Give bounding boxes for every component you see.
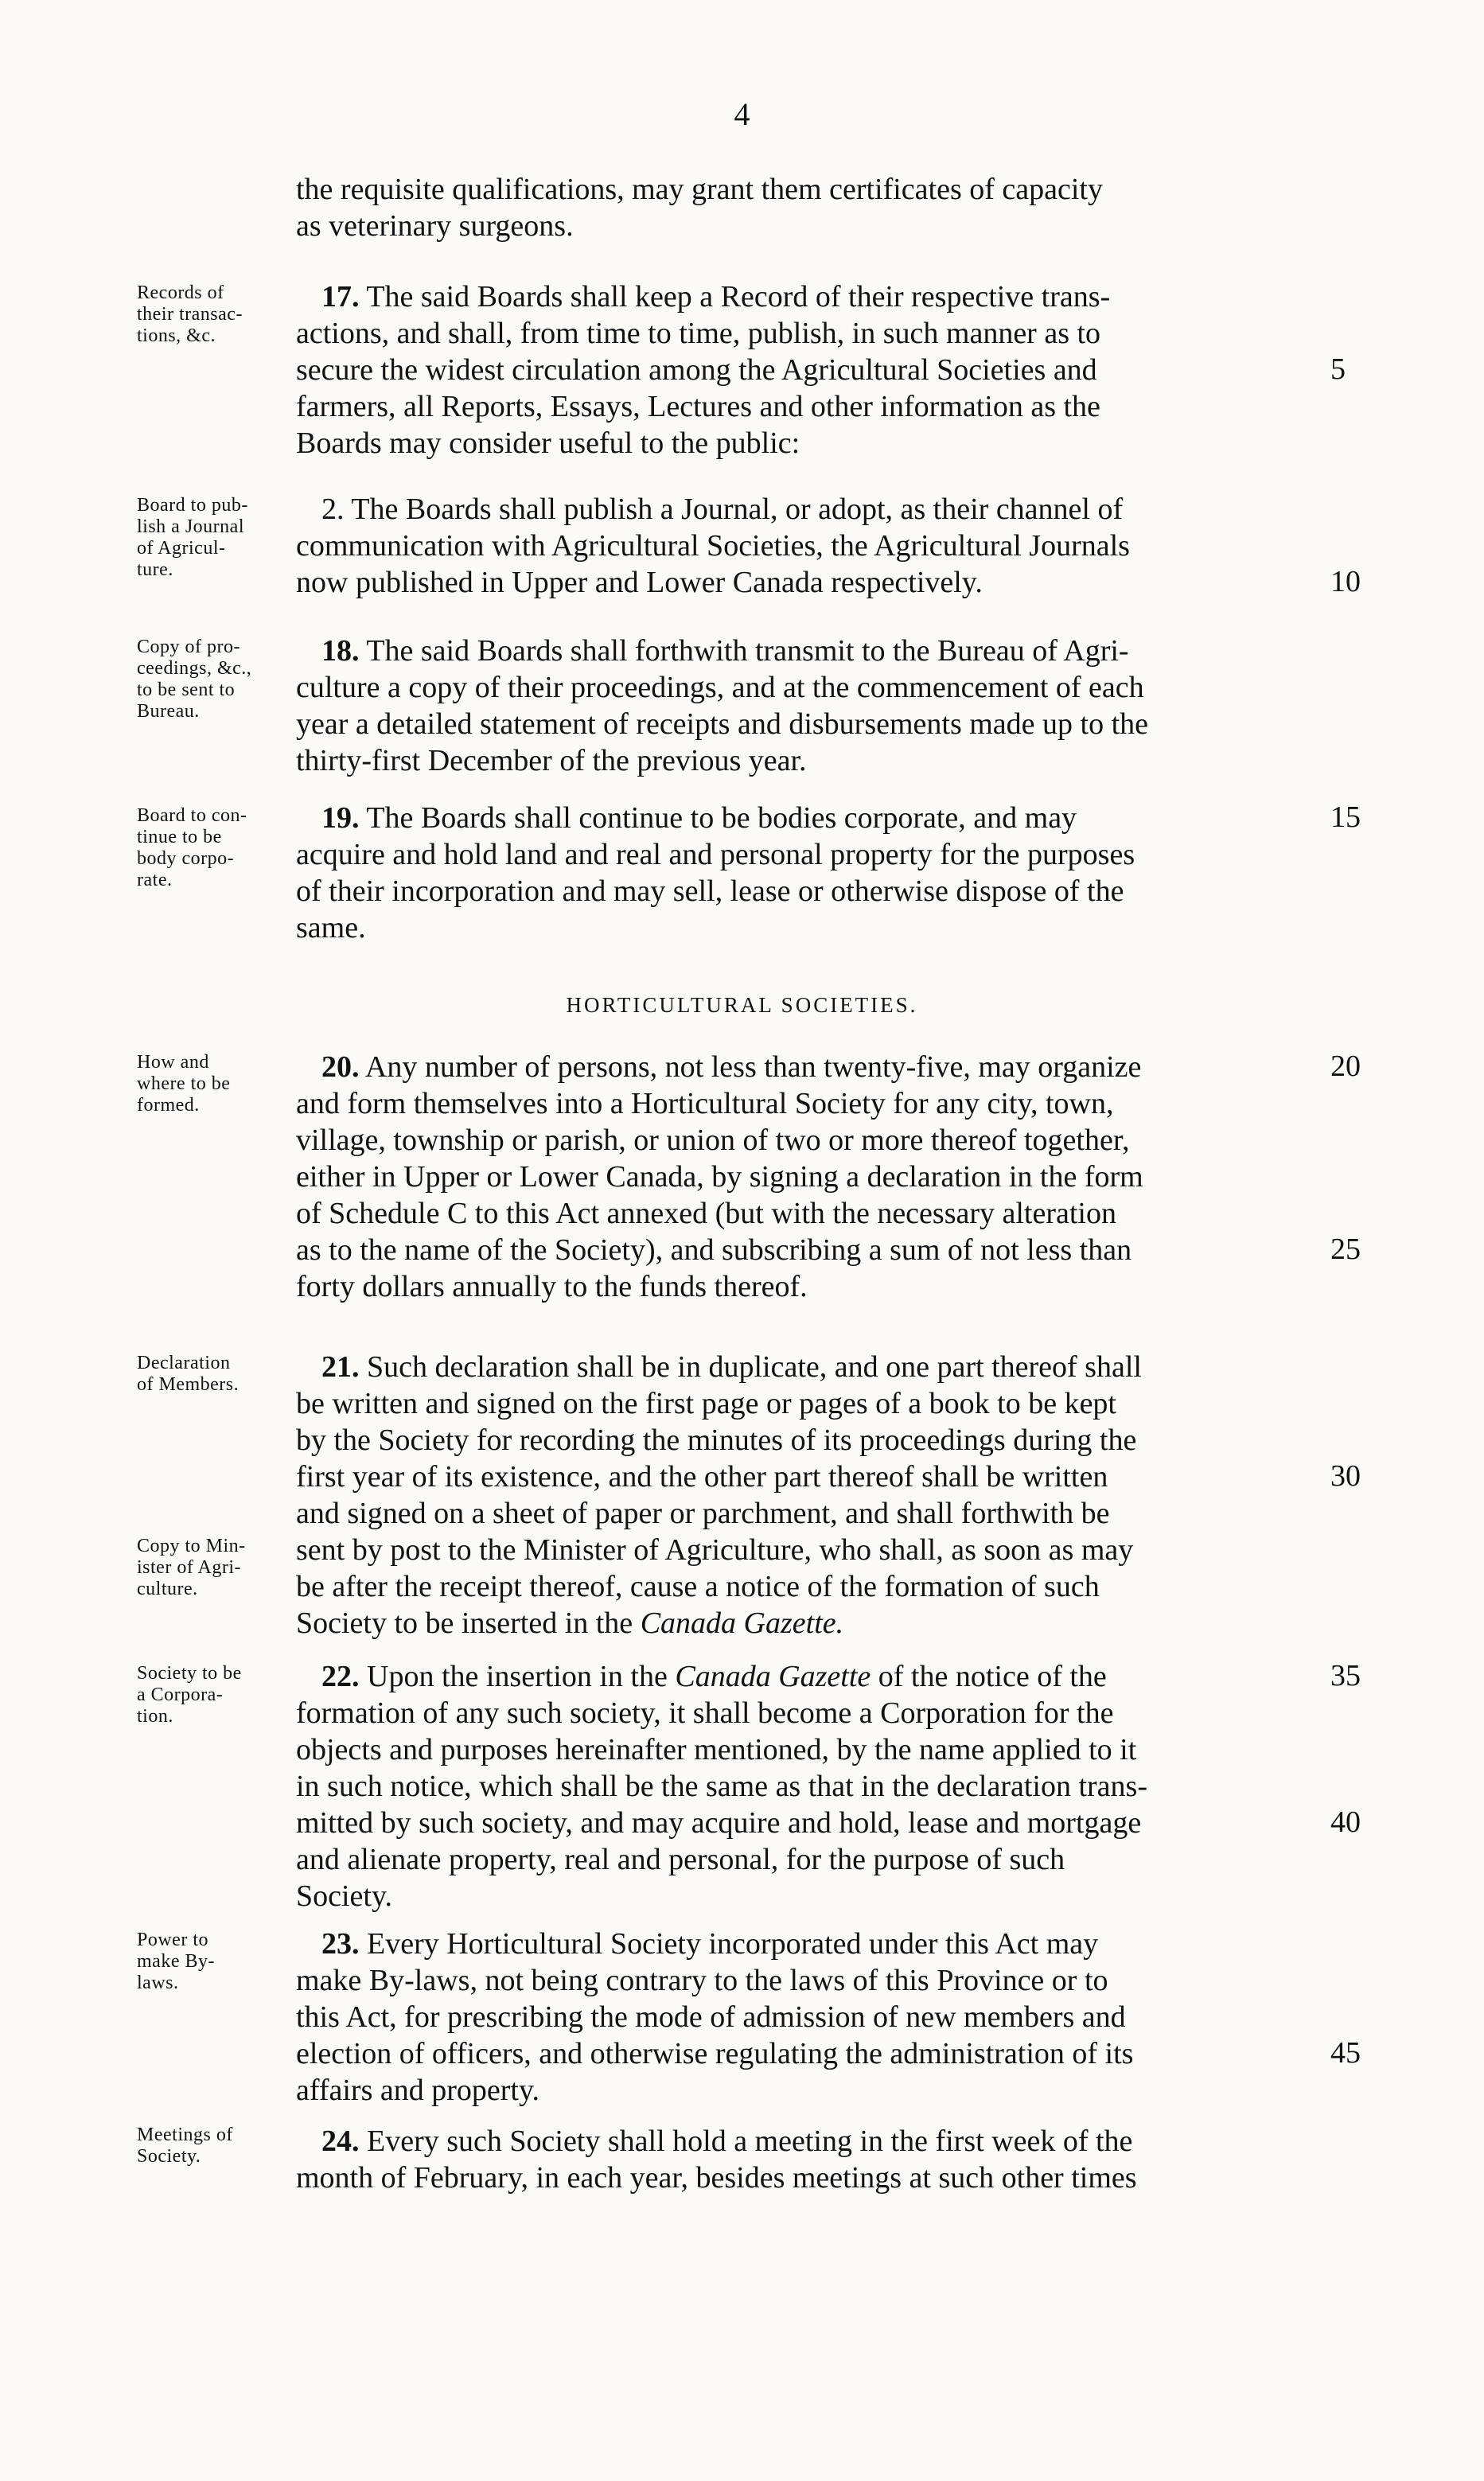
text-line: culture a copy of their proceedings, and at the commencement of each [296,671,1144,704]
section-number: 23. [321,1927,360,1961]
text-line: now published in Upper and Lower Canada respectively. [296,566,983,599]
text-line: be written and signed on the first page or pages of a book to be kept [296,1387,1116,1420]
text-line: objects and purposes hereinafter mentioned, by the name applied to it [296,1733,1137,1766]
margin-line: of Members. [137,1374,240,1395]
margin-line: Power to [137,1930,208,1950]
text-line: The said Boards shall keep a Record of their respective trans- [359,280,1111,314]
text-line: Society. [296,1879,393,1913]
margin-line: Society. [137,2146,201,2167]
margin-line: culture. [137,1579,198,1599]
margin-line: Board to con- [137,805,247,826]
text-line: and form themselves into a Horticultural Society for any city, town, [296,1087,1114,1120]
line-number: 25 [1330,1233,1361,1266]
text-line: the requisite qualifications, may grant them certificates of capacity [296,173,1103,206]
text-line: same. [296,911,366,944]
section-number: 17. [321,280,360,314]
margin-line: lish a Journal [137,516,244,537]
margin-line: tion. [137,1706,173,1727]
line-number: 10 [1330,565,1361,598]
margin-note-records [137,282,296,347]
margin-line: Declaration [137,1353,231,1373]
margin-line: a Corpora- [137,1685,224,1705]
margin-note-copy-proceedings [137,637,296,722]
margin-line: How and [137,1052,209,1073]
margin-note-journal [137,495,296,581]
page-number: 4 [734,96,750,132]
section-17 [296,278,1330,462]
text-line: mitted by such society, and may acquire and hold, lease and mortgage [296,1806,1142,1840]
line-number: 45 [1330,2036,1361,2070]
section-number: 22. [321,1660,360,1693]
text-line: first year of its existence, and the other part thereof shall be written [296,1460,1108,1494]
text-line: Every such Society shall hold a meeting in the first week of the [359,2125,1133,2158]
text-line: as veterinary surgeons. [296,209,574,243]
margin-line: to be sent to [137,680,236,700]
text-line: and alienate property, real and personal, for the purpose of such [296,1843,1065,1876]
section-number: 18. [321,634,360,668]
text-line: by the Society for recording the minutes of its proceedings during the [296,1424,1137,1457]
margin-note-copy-minister [137,1536,296,1600]
margin-line: where to be [137,1073,231,1094]
text-line: formation of any such society, it shall become a Corporation for the [296,1696,1114,1730]
text-line: month of February, in each year, besides meetings at such other times [296,2161,1137,2195]
text-line: of the notice of the [871,1660,1107,1693]
text-line: The Boards shall continue to be bodies corporate, and may [359,801,1077,835]
section-20 [296,1049,1330,1305]
text-line: affairs and property. [296,2074,539,2107]
margin-line: ceedings, &c., [137,658,252,679]
section-number: 19. [321,801,360,835]
margin-note-body-corporate [137,805,296,891]
line-number: 30 [1330,1459,1361,1493]
text-line: 2. The Boards shall publish a Journal, or adopt, as their channel of [321,493,1124,526]
line-number: 40 [1330,1805,1361,1839]
text-line: make By-laws, not being contrary to the laws of this Province or to [296,1964,1108,1997]
section-number: 20. [321,1050,360,1084]
text-line: secure the widest circulation among the Agricultural Societies and [296,353,1097,387]
text-line: sent by post to the Minister of Agriculture, who shall, as soon as may [296,1533,1134,1567]
text-line: of their incorporation and may sell, lease or otherwise dispose of the [296,874,1124,908]
margin-line: tinue to be [137,827,222,847]
line-number: 5 [1330,352,1346,386]
margin-line: make By- [137,1951,215,1972]
section-22 [296,1658,1330,1914]
text-line: either in Upper or Lower Canada, by signing a declaration in the form [296,1160,1143,1194]
text-line: The said Boards shall forthwith transmit to the Bureau of Agri- [359,634,1129,668]
margin-line: Copy of pro- [137,637,240,657]
section-17-2 [296,491,1330,601]
section-heading: HORTICULTURAL SOCIETIES. [566,993,918,1017]
text-line: in such notice, which shall be the same as that in the declaration trans- [296,1770,1147,1803]
text-line: be after the receipt thereof, cause a notice of the formation of such [296,1570,1100,1603]
section-23 [296,1926,1330,2109]
margin-line: tions, &c. [137,325,216,346]
text-line: as to the name of the Society), and subscribing a sum of not less than [296,1233,1132,1267]
margin-line: of Agricul- [137,538,226,559]
margin-line: ister of Agri- [137,1557,241,1578]
section-number: 24. [321,2125,360,2158]
text-line: and signed on a sheet of paper or parchment, and shall forthwith be [296,1497,1110,1530]
text-line: Society to be inserted in the [296,1607,641,1640]
margin-line: Meetings of [137,2125,233,2145]
margin-line: ture. [137,559,173,580]
margin-line: body corpo- [137,848,235,869]
text-line: Every Horticultural Society incorporated under this Act may [359,1927,1099,1961]
margin-note-bylaws [137,1930,296,1994]
text-line: communication with Agricultural Societies, the Agricultural Journals [296,529,1130,563]
text-line: this Act, for prescribing the mode of admission of new members and [296,2000,1126,2034]
margin-line: their transac- [137,304,243,325]
text-line: farmers, all Reports, Essays, Lectures and other information as the [296,390,1100,423]
text-line: Boards may consider useful to the public: [296,426,800,460]
margin-line: laws. [137,1973,179,1993]
text-line: Such declaration shall be in duplicate, and one part thereof shall [359,1350,1142,1384]
margin-line: Society to be [137,1663,242,1684]
section-18 [296,633,1330,779]
margin-note-declaration [137,1353,296,1396]
text-line: year a detailed statement of receipts and disbursements made up to the [296,707,1149,741]
margin-note-corporation [137,1663,296,1727]
margin-line: rate. [137,870,173,890]
section-21 [296,1349,1330,1642]
line-number: 20 [1330,1050,1361,1083]
text-line: forty dollars annually to the funds thereof. [296,1270,808,1303]
margin-line: Copy to Min- [137,1536,246,1556]
text-line: village, township or parish, or union of two or more thereof together, [296,1124,1130,1157]
margin-line: Board to pub- [137,495,248,516]
margin-line: formed. [137,1095,200,1116]
margin-note-how-formed [137,1052,296,1116]
section-number: 21. [321,1350,360,1384]
gazette-title: Canada Gazette [675,1660,871,1693]
text-line: Any number of persons, not less than twenty-five, may organize [359,1050,1142,1084]
text-line: actions, and shall, from time to time, publish, in such manner as to [296,317,1101,350]
text-line: election of officers, and otherwise regulating the administration of its [296,2037,1134,2070]
line-number: 15 [1330,800,1361,834]
gazette-title: Canada Gazette. [640,1607,844,1640]
text-line: thirty-first December of the previous year. [296,744,807,777]
text-line: Upon the insertion in the [359,1660,676,1693]
margin-line: Records of [137,282,224,303]
section-24 [296,2123,1330,2196]
margin-line: Bureau. [137,701,200,722]
intro-paragraph [296,171,1330,244]
line-number: 35 [1330,1659,1361,1692]
margin-note-meetings [137,2125,296,2167]
section-19 [296,800,1330,946]
text-line: of Schedule C to this Act annexed (but with the necessary alteration [296,1197,1116,1230]
text-line: acquire and hold land and real and personal property for the purposes [296,838,1135,871]
